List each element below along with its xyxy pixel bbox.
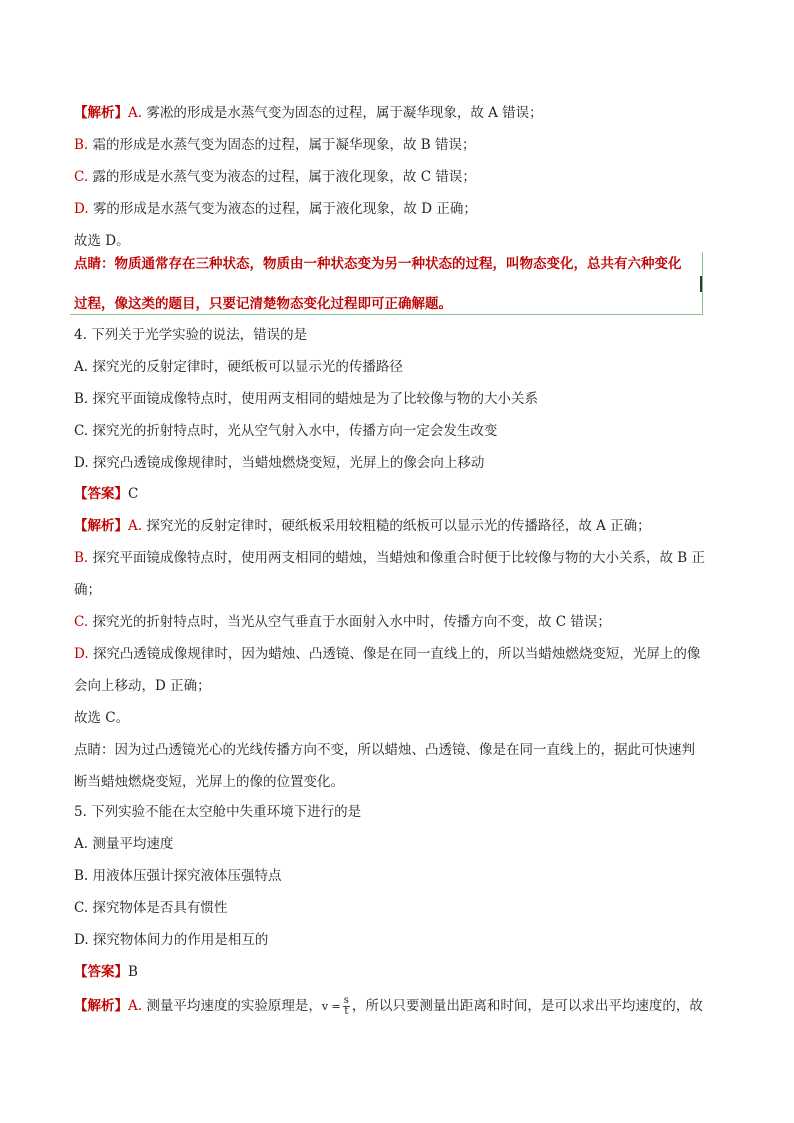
answer-value: C xyxy=(128,486,139,502)
note-line: 点睛：物质通常存在三种状态，物质由一种状态变为另一种状态的过程，叫物态变化，总共有六种变化 xyxy=(74,256,682,272)
analysis-line: 【解析】A. 雾凇的形成是水蒸气变为固态的过程，属于凝华现象，故 A 错误； xyxy=(74,105,543,121)
analysis-line: D. 探究凸透镜成像规律时，因为蜡烛、凸透镜、像是在同一直线上的，所以当蜡烛燃烧变短，光屏上的像 xyxy=(74,646,701,662)
note-line: 点睛：因为过凸透镜光心的光线传播方向不变，所以蜡烛、凸透镜、像是在同一直线上的，据此可快速判 xyxy=(74,742,695,758)
formula-fraction: $\frac{s}{t}$ xyxy=(343,995,349,1017)
analysis-tag: 【解析】 xyxy=(74,518,128,534)
formula-lhs: v = xyxy=(321,1000,341,1013)
option-a: A. 探究光的反射定律时，硬纸板可以显示光的传播路径 xyxy=(74,359,403,375)
conclusion-line: 故选 C。 xyxy=(74,710,130,726)
answer-tag: 【答案】 xyxy=(74,486,128,502)
option-b: B. 用液体压强计探究液体压强特点 xyxy=(74,868,282,884)
analysis-line: C. 探究光的折射特点时，当光从空气垂直于水面射入水中时，传播方向不变，故 C 错误； xyxy=(74,614,611,630)
option-b: B. 探究平面镜成像特点时，使用两支相同的蜡烛是为了比较像与物的大小关系 xyxy=(74,391,539,407)
analysis-line: 【解析】A. 探究光的反射定律时，硬纸板采用较粗糙的纸板可以显示光的传播路径，故 A 正确； xyxy=(74,518,651,534)
option-d: D. 探究凸透镜成像规律时，当蜡烛燃烧变短，光屏上的像会向上移动 xyxy=(74,455,485,471)
question-stem: 5. 下列实验不能在太空舱中失重环境下进行的是 xyxy=(74,804,362,820)
text-cursor xyxy=(700,276,702,292)
analysis-line: 【解析】A. 测量平均速度的实验原理是，v = $\frac{s}{t}$ ，所以只要测量出距离和时间，是可以求出平均速度的，故 xyxy=(74,995,703,1017)
analysis-line: 会向上移动，D 正确； xyxy=(74,678,211,694)
answer-line xyxy=(74,484,734,504)
option-c: C. 探究光的折射特点时，光从空气射入水中，传播方向一定会发生改变 xyxy=(74,423,498,439)
analysis-tag: 【解析】 xyxy=(74,105,128,121)
option-a: A. 测量平均速度 xyxy=(74,836,174,852)
note-line: 过程，像这类的题目，只要记清楚物态变化过程即可正确解题。 xyxy=(74,296,452,312)
analysis-line: D. 雾的形成是水蒸气变为液态的过程，属于液化现象，故 D 正确； xyxy=(74,201,477,217)
answer-tag: 【答案】 xyxy=(74,964,128,980)
analysis-line: 确； xyxy=(74,582,101,598)
answer-line xyxy=(74,962,734,982)
analysis-line: C. 露的形成是水蒸气变为液态的过程，属于液化现象，故 C 错误； xyxy=(74,169,476,185)
note-line: 断当蜡烛燃烧变短，光屏上的像的位置变化。 xyxy=(74,774,344,790)
analysis-line: B. 霜的形成是水蒸气变为固态的过程，属于凝华现象，故 B 错误； xyxy=(74,137,476,153)
analysis-tag: 【解析】 xyxy=(74,998,128,1014)
answer-value: B xyxy=(128,964,138,980)
option-d: D. 探究物体间力的作用是相互的 xyxy=(74,932,269,948)
question-stem: 4. 下列关于光学实验的说法，错误的是 xyxy=(74,327,308,343)
option-c: C. 探究物体是否具有惯性 xyxy=(74,900,228,916)
conclusion-line: 故选 D。 xyxy=(74,233,130,249)
analysis-line: B. 探究平面镜成像特点时，使用两支相同的蜡烛，当蜡烛和像重合时便于比较像与物的大小关系，故 B 正 xyxy=(74,550,706,566)
